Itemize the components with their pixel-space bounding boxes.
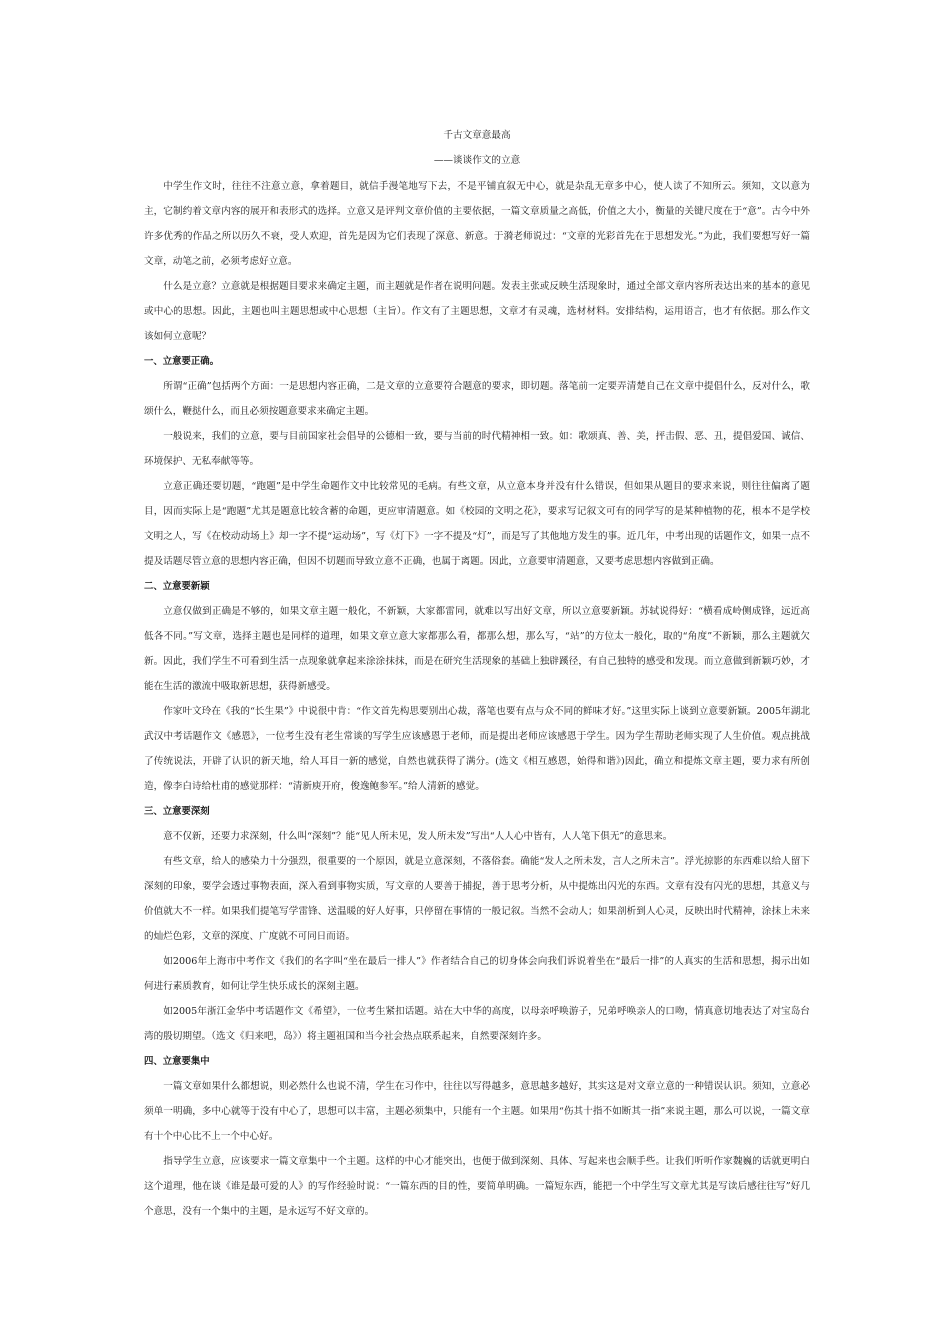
- paragraph: 一般说来，我们的立意，要与目前国家社会倡导的公德相一致，要与当前的时代精神相一致。如：歌颂真、善、美，抨击假、恶、丑，提倡爱国、诚信、环境保护、无私奉献等等。: [144, 431, 810, 467]
- paragraph: 立意仅做到正确是不够的，如果文章主题一般化，不新颖，大家都雷同，就难以写出好文章，所以立意要新颖。苏轼说得好：“横看成岭侧成锋，远近高低各不同。”写文章，选择主题也是同样的道理，如果文章立意大家都那么看，都那么想，那么写，“站”的方位太一般化，取的“角度”不新颖，那么主题就欠新。因此，我们学生不可看到生活一点现象就拿起来涂涂抹抹，而是在研究生活现象的基础上独辟蹊径，有自己独特的感受和发现。而立意做到新颖巧妙，才能在生活的激流中吸取新思想，获得新感受。: [144, 606, 810, 692]
- document-page: [144, 124, 810, 1224]
- document-subtitle: ——谈谈作文的立意: [433, 155, 521, 166]
- paragraph: 如2006年上海市中考作文《我们的名字叫“坐在最后一排人”》作者结合自己的切身体会向我们诉说着坐在“最后一排”的人真实的生活和思想，揭示出如何进行素质教育，如何让学生快乐成长的深刻主题。: [144, 956, 810, 992]
- paragraph: 有些文章，给人的感染力十分强烈，很重要的一个原因，就是立意深刻，不落俗套。确能“发人之所未发，言人之所未言”。浮光掠影的东西难以给人留下深刻的印象，要学会透过事物表面，深入看到事物实质，写文章的人要善于捕捉，善于思考分析，从中提炼出闪光的东西。文章有没有闪光的思想，其意义与价值就大不一样。如果我们提笔写学雷锋、送温暖的好人好事，只停留在事情的一般记叙。当然不会动人；如果剖析到人心灵，反映出时代精神，涂抹上未来的灿烂色彩，文章的深度、广度就不可同日而语。: [144, 856, 810, 942]
- paragraph: 一篇文章如果什么都想说，则必然什么也说不清，学生在习作中，往往以写得越多，意思越多越好，其实这是对文章立意的一种错误认识。须知，立意必须单一明确，多中心就等于没有中心了，思想可以丰富，主题必须集中，只能有一个主题。如果用“伤其十指不如断其一指”来说主题，那么可以说，一篇文章有十个中心比不上一个中心好。: [144, 1081, 810, 1142]
- section-heading: 四、立意要集中: [144, 1056, 210, 1067]
- paragraph: 意不仅新，还要力求深刻，什么叫“深刻”？能“见人所未见，发人所未发”写出“人人心中皆有，人人笔下俱无”的意思来。: [163, 831, 673, 842]
- paragraph: 中学生作文时，往往不注意立意，拿着题目，就信手漫笔地写下去，不是平铺直叙无中心，就是杂乱无章多中心，使人读了不知所云。须知，文以意为主，它制约着文章内容的展开和表形式的选择。立意又是评判文章价值的主要依据，一篇文章质量之高低，价值之大小，衡量的关键尺度在于“意”。古今中外许多优秀的作品之所以历久不衰，受人欢迎，首先是因为它们表现了深意、新意。于漪老师说过：“文章的光彩首先在于思想发光。”为此，我们要想写好一篇文章，动笔之前，必须考虑好立意。: [144, 181, 810, 267]
- paragraph: 所谓“正确”包括两个方面：一是思想内容正确，二是文章的立意要符合题意的要求，即切题。落笔前一定要弄清楚自己在文章中提倡什么，反对什么，歌颂什么，鞭挞什么，而且必须按题意要求来确定主题。: [144, 381, 810, 417]
- section-heading: 三、立意要深刻: [144, 806, 210, 817]
- document-title: 千古文章意最高: [443, 130, 511, 141]
- paragraph: 如2005年浙江金华中考话题作文《希望》，一位考生紧扣话题。站在大中华的高度，以母亲呼唤游子，兄弟呼唤亲人的口吻，情真意切地表达了对宝岛台湾的殷切期望。（选文《归来吧，岛》）将主题祖国和当今社会热点联系起来，自然要深刻许多。: [144, 1006, 810, 1042]
- paragraph: 作家叶文玲在《我的“长生果”》中说很中肯：“作文首先构思要别出心裁，落笔也要有点与众不同的鲜味才好。”这里实际上谈到立意要新颖。2005年湖北武汉中考话题作文《感恩》，一位考生没有老生常谈的写学生应该感恩于老师，而是提出老师应该感恩于学生。因为学生帮助老师实现了人生价值。观点挑战了传统说法，开辟了认识的新天地，给人耳目一新的感觉，自然也就获得了满分。(选文《相互感恩，始得和谐》)因此，确立和提炼文章主题，要力求有所创造，像李白诗给杜甫的感觉那样：“清新庾开府，俊逸鲍参军。”给人清新的感觉。: [144, 706, 810, 792]
- paragraph: 什么是立意？立意就是根据题目要求来确定主题，而主题就是作者在说明问题。发表主张或反映生活现象时，通过全部文章内容所表达出来的基本的意见或中心的思想。因此，主题也叫主题思想或中心思想（主旨）。作文有了主题思想，文章才有灵魂，选材材料。安排结构，运用语言，也才有依据。那么作文该如何立意呢？: [144, 281, 810, 342]
- paragraph: 指导学生立意，应该要求一篇文章集中一个主题。这样的中心才能突出，也便于做到深刻、具体、写起来也会顺手些。让我们听听作家魏巍的话就更明白这个道理，他在谈《谁是最可爱的人》的写作经验时说：“一篇东西的目的性，要简单明确。一篇短东西，能把一个中学生写文章尤其是写读后感往往写”好几个意思，没有一个集中的主题，是永远写不好文章的。: [144, 1156, 810, 1217]
- section-heading: 二、立意要新颖: [144, 581, 210, 592]
- section-heading: 一、立意要正确。: [144, 356, 220, 367]
- paragraph: 立意正确还要切题，“跑题”是中学生命题作文中比较常见的毛病。有些文章，从立意本身并没有什么错误，但如果从题目的要求来说，则往往偏离了题目，因而实际上是“跑题”尤其是题意比较含蓄的命题，更应审清题意。如《校园的文明之花》，要求写记叙文可有的同学写的是某种植物的花，根本不是学校文明之人，写《在校动动场上》却一字不提“运动场”，写《灯下》一字不提及“灯”，而是写了其他地方发生的事。近几年，中考出现的话题作文，如果一点不提及话题尽管立意的思想内容正确，但因不切题而导致立意不正确，也属于离题。因此，立意要审清题意，又要考虑思想内容做到正确。: [144, 481, 810, 567]
